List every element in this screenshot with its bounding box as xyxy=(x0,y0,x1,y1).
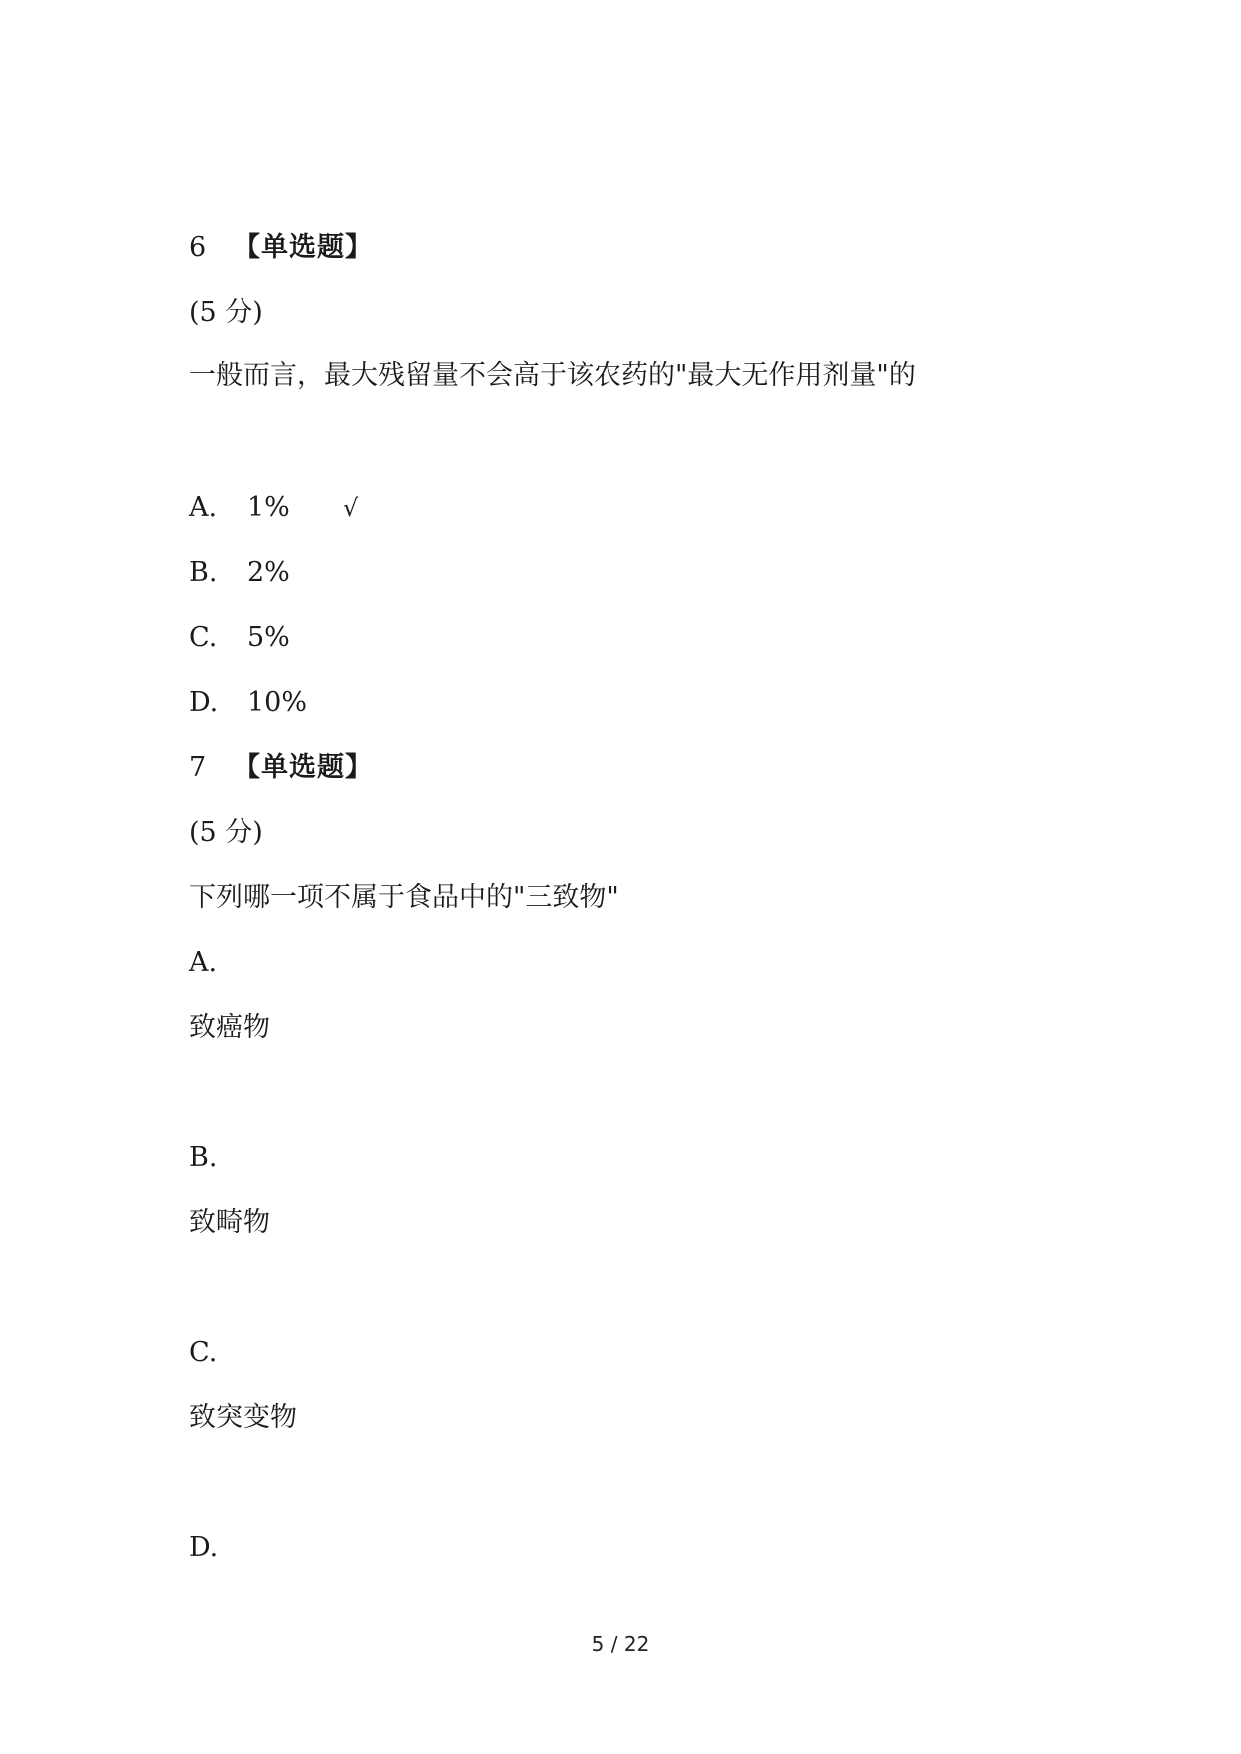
option-letter: C. xyxy=(189,622,218,653)
option-a[interactable] xyxy=(189,490,358,526)
question-type: 【单选题】 xyxy=(233,232,373,263)
question-7-score: (5 分) xyxy=(189,817,263,848)
option-c-text: 致突变物 xyxy=(189,1402,297,1433)
option-text: 5% xyxy=(247,622,290,653)
question-6-score: (5 分) xyxy=(189,297,263,328)
option-text: 2% xyxy=(247,557,290,588)
question-number: 7 xyxy=(189,752,207,783)
option-text: 10% xyxy=(247,687,308,718)
question-type: 【单选题】 xyxy=(233,752,373,783)
option-a-letter[interactable]: A. xyxy=(189,947,218,978)
option-c-letter[interactable]: C. xyxy=(189,1337,218,1368)
question-6-header xyxy=(189,230,373,266)
question-6-stem: 一般而言，最大残留量不会高于该农药的"最大无作用剂量"的 xyxy=(189,360,916,391)
option-text: 1% xyxy=(247,492,290,523)
option-d[interactable] xyxy=(189,685,343,721)
question-7-stem: 下列哪一项不属于食品中的"三致物" xyxy=(189,882,619,913)
option-c[interactable] xyxy=(189,620,343,656)
question-7-header xyxy=(189,750,373,786)
option-letter: D. xyxy=(189,687,219,718)
option-b[interactable] xyxy=(189,555,343,591)
correct-check-icon: √ xyxy=(343,494,359,522)
option-b-text: 致畸物 xyxy=(189,1207,270,1238)
option-b-letter[interactable]: B. xyxy=(189,1142,218,1173)
option-letter: B. xyxy=(189,557,218,588)
question-number: 6 xyxy=(189,232,207,263)
option-d-letter[interactable]: D. xyxy=(189,1532,219,1563)
option-letter: A. xyxy=(189,492,218,523)
page-number: 5 / 22 xyxy=(591,1632,650,1656)
option-a-text: 致癌物 xyxy=(189,1012,270,1043)
